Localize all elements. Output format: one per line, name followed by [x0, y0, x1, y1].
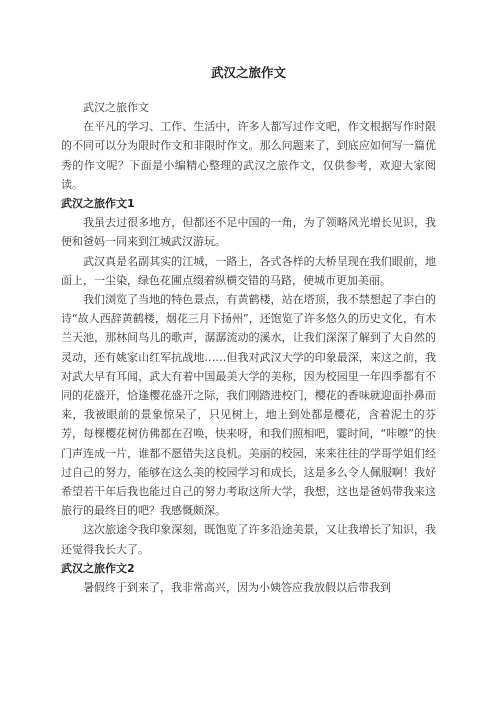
essay-1-paragraph: 我们浏览了当地的特色景点，有黄鹤楼，站在塔顶，我不禁想起了李白的诗“故人西辞黄鹤楼，烟花三月下扬州”，还饱览了许多悠久的历史文化，有木兰天池，那林间鸟儿的歌声，潺潺流动的溪水，让我们深深了解到了大自然的灵动，还有姚家山红军抗战地……但我对武汉大学的印象最深，来这之前，我对武大早有耳闻，武大有着中国最美大学的美称，因为校园里一年四季都有不同的花盛开，恰逢樱花盛开之际，我们刚踏进校门，樱花的香味就迎面扑鼻而来，我被眼前的景象惊呆了，只见树上，地上到处都是樱花，含着泥土的芬芳，每棵樱花树仿佛都在召唤，快来呀，和我们照相吧，霎时间，“咔嚓”的快门声连成一片，谁都不愿错失这良机。美丽的校园，来来往往的学哥学姐们经过自己的努力，能够在这么美的校园学习和成长，这是多么令人佩服啊！我好希望若干年后我也能过自己的努力考取这所大学，我想，这也是爸妈带我来这旅行的最终目的吧？我感慨颇深。	[61, 293, 436, 518]
essay-1-heading: 武汉之旅作文1	[61, 197, 135, 211]
intro-label: 武汉之旅作文	[83, 101, 149, 114]
intro-paragraph: 在平凡的学习、工作、生活中，许多人都写过作文吧，作文根据写作时限的不同可以分为限时作文和非限时作文。那么问题来了，到底应如何写一篇优秀的作文呢？下面是小编精心整理的武汉之旅作文，仅供参考，欢迎大家阅读。	[61, 120, 436, 191]
document-body	[61, 98, 436, 597]
essay-1-paragraph: 我虽去过很多地方，但都还不足中国的一角，为了领略风光增长见识，我便和爸妈一同来到江城武汉游玩。	[61, 216, 436, 249]
essay-2-heading: 武汉之旅作文2	[61, 561, 135, 575]
document-title: 武汉之旅作文	[210, 65, 286, 80]
essay-1-paragraph: 这次旅途令我印象深刻，既饱览了许多沿途美景，又让我增长了知识，我还觉得我长大了。	[61, 523, 436, 556]
essay-2-paragraph: 暑假终于到来了，我非常高兴，因为小姨答应我放假以后带我到	[83, 581, 391, 595]
essay-1-paragraph: 武汉真是名副其实的江城，一路上，各式各样的大桥呈现在我们眼前，地面上，一尘染，绿色花圃点缀着纵横交错的马路，使城市更加美丽。	[61, 254, 436, 287]
